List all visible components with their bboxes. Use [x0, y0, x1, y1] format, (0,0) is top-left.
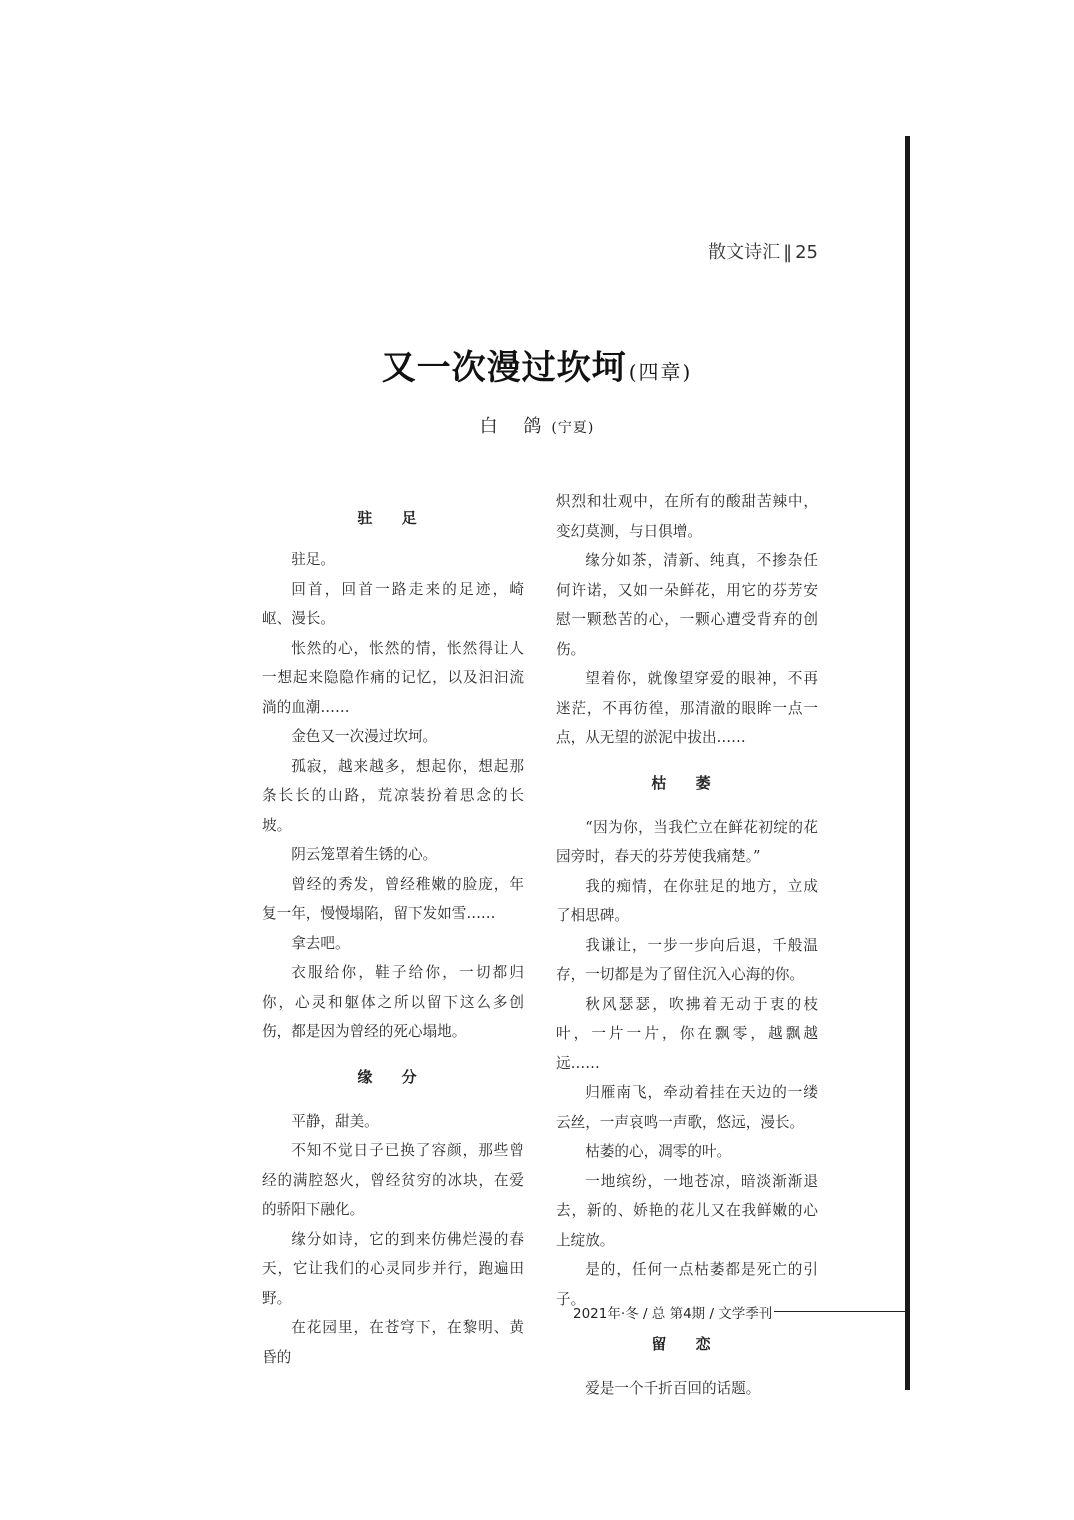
- paragraph: “因为你，当我伫立在鲜花初绽的花园旁时，春天的芬芳使我痛楚。”: [556, 818, 818, 865]
- title-main: 又一次漫过坎坷: [381, 348, 627, 388]
- footer-rule: [774, 1311, 905, 1312]
- paragraph: 怅然的心，怅然的情，怅然得让人一想起来隐隐作痛的记忆，以及汩汩流淌的血潮……: [262, 639, 524, 716]
- paragraph: 拿去吧。: [291, 934, 350, 952]
- footer-issue-line: 2021年·冬 / 总 第4期 / 文学季刊: [573, 1306, 773, 1322]
- paragraph: 是的，任何一点枯萎都是死亡的引子。: [556, 1261, 818, 1308]
- paragraph: 缘分如诗，它的到来仿佛烂漫的春天，它让我们的心灵同步并行，跑遍田野。: [262, 1230, 524, 1307]
- paragraph: 枯萎的心，凋零的叶。: [585, 1143, 732, 1160]
- paragraph: 在花园里，在苍穹下，在黎明、黄昏的: [262, 1319, 524, 1366]
- paragraph: 平静，甜美。: [291, 1112, 379, 1130]
- vertical-rule: [905, 136, 910, 1390]
- section-name: 散文诗汇: [708, 242, 781, 263]
- header-separator: ‖: [783, 242, 793, 263]
- section-heading-kuwei: 枯 萎: [651, 773, 723, 792]
- paragraph: 秋风瑟瑟，吹拂着无动于衷的枝叶，一片一片，你在飘零，越飘越远……: [556, 995, 818, 1072]
- author-line: [0, 412, 1074, 438]
- paragraph: 孤寂，越来越多，想起你，想起那条长长的山路，荒凉装扮着思念的长坡。: [262, 757, 524, 834]
- paragraph: 归雁南飞，牵动着挂在天边的一缕云丝，一声哀鸣一声歌，悠远，漫长。: [556, 1084, 818, 1131]
- paragraph: 驻足。: [291, 551, 335, 568]
- right-column: [556, 487, 818, 1404]
- author-location: (宁夏): [551, 420, 595, 436]
- paragraph-continuation: 炽烈和壮观中，在所有的酸甜苦辣中，变幻莫测，与日俱增。: [556, 493, 818, 540]
- article-title: [0, 340, 1074, 389]
- section-heading-yuanfen: 缘 分: [357, 1067, 429, 1086]
- paragraph: 不知不觉日子已换了容颜，那些曾经的满腔怒火，曾经贫穷的冰块，在爱的骄阳下融化。: [262, 1142, 524, 1218]
- paragraph: 曾经的秀发，曾经稚嫩的脸庞，年复一年，慢慢塌陷，留下发如雪……: [262, 875, 524, 922]
- paragraph: 一地缤纷，一地苍凉，暗淡渐渐退去，新的、娇艳的花儿又在我鲜嫩的心上绽放。: [556, 1172, 818, 1249]
- title-subtitle: (四章): [628, 360, 693, 384]
- author-name: 白 鸽: [479, 416, 552, 437]
- paragraph: 缘分如茶，清新、纯真，不掺杂任何许诺，又如一朵鲜花，用它的芬芳安慰一颗愁苦的心，一颗心遭受背弃的创伤。: [556, 552, 818, 658]
- page-number: 25: [795, 242, 818, 263]
- left-column: [262, 509, 524, 1372]
- paragraph: 阴云笼罩着生锈的心。: [291, 846, 438, 863]
- paragraph: 衣服给你，鞋子给你，一切都归你，心灵和躯体之所以留下这么多创伤，都是因为曾经的死心塌地。: [262, 964, 524, 1040]
- paragraph: 我的痴情，在你驻足的地方，立成了相思碑。: [556, 877, 818, 924]
- paragraph: 望着你，就像望穿爱的眼神，不再迷茫，不再彷徨，那清澈的眼眸一点一点，从无望的淤泥中拔出……: [556, 670, 818, 746]
- section-heading-liulian: 留 恋: [651, 1335, 723, 1353]
- paragraph: 金色又一次漫过坎坷。: [291, 728, 438, 745]
- paragraph: 爱是一个千折百回的话题。: [585, 1380, 761, 1397]
- section-heading-zhuzu: 驻 足: [357, 509, 429, 527]
- paragraph: 回首，回首一路走来的足迹，崎岖、漫长。: [262, 580, 524, 627]
- paragraph: 我谦让，一步一步向后退，千般温存，一切都是为了留住沉入心海的你。: [556, 936, 818, 983]
- running-header: [708, 238, 818, 264]
